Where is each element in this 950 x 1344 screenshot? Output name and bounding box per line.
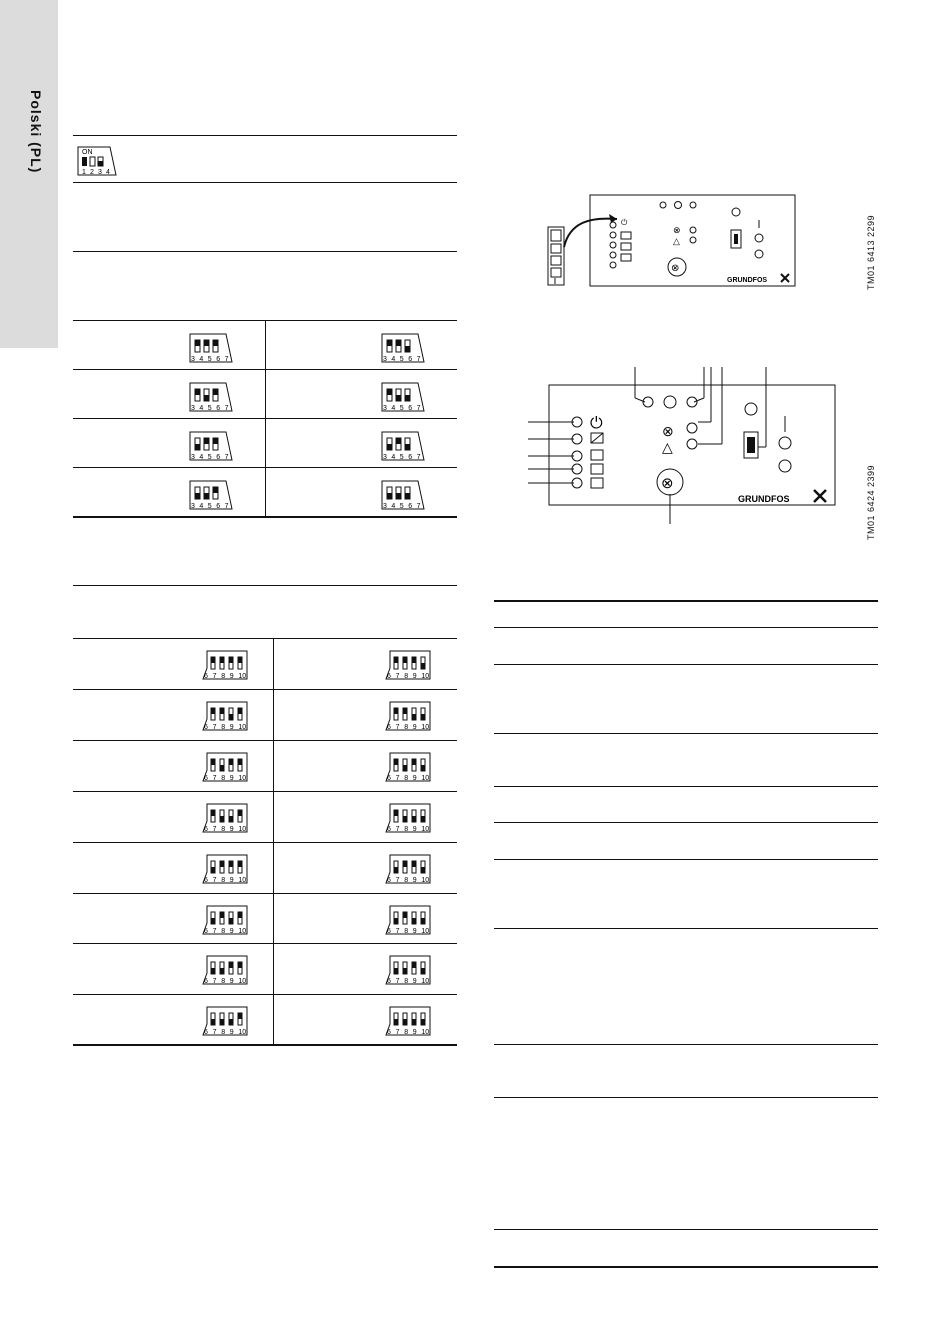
dip-switch <box>201 903 249 937</box>
svg-text:⊗: ⊗ <box>671 263 680 274</box>
table-divider <box>265 320 266 517</box>
dip-switch <box>384 699 432 733</box>
dip-number: 7 <box>224 503 229 510</box>
dip-number: 6 <box>216 454 221 461</box>
rule <box>73 791 457 792</box>
dip-switch <box>380 331 426 365</box>
dip-number: 10 <box>238 724 247 731</box>
dip-number: 7 <box>416 356 421 363</box>
dip-number: 7 <box>224 454 229 461</box>
dip-number: 8 <box>404 724 409 731</box>
dip-number: 6 <box>204 1029 208 1036</box>
dip-number: 6 <box>216 405 221 412</box>
dip-number: 10 <box>238 826 247 833</box>
dip-number: 9 <box>229 673 234 680</box>
dip-number: 9 <box>412 826 417 833</box>
svg-text:△: △ <box>662 439 673 455</box>
dip-number: 7 <box>395 877 400 884</box>
rule <box>73 1044 457 1046</box>
dip-number: 9 <box>229 826 234 833</box>
brand-logo: GRUNDFOS <box>738 494 790 504</box>
rule <box>73 994 457 995</box>
dip-number: 10 <box>238 673 247 680</box>
dip-number: 6 <box>408 405 413 412</box>
dip-number: 10 <box>238 928 247 935</box>
dip-number: 10 <box>421 673 430 680</box>
dip-number: 5 <box>207 503 212 510</box>
dip-number: 3 <box>191 356 195 363</box>
dip-number: 3 <box>191 503 195 510</box>
dip-number: 8 <box>404 1029 409 1036</box>
dip-switch <box>201 750 249 784</box>
dip-number: 7 <box>212 826 217 833</box>
rule <box>494 600 878 602</box>
dip-number: 6 <box>387 724 391 731</box>
dip-number: 9 <box>412 877 417 884</box>
dip-number: 3 <box>383 405 387 412</box>
dip-number: 6 <box>387 826 391 833</box>
dip-switch <box>201 852 249 886</box>
dip-number: 6 <box>204 978 208 985</box>
dip-number: 7 <box>224 405 229 412</box>
rule <box>73 182 457 183</box>
rule <box>494 822 878 823</box>
dip-number: 7 <box>416 405 421 412</box>
dip-number: 4 <box>199 405 204 412</box>
dip-number: 7 <box>395 724 400 731</box>
dip-number: 9 <box>412 978 417 985</box>
dip-switch <box>384 1004 432 1038</box>
dip-number: 10 <box>421 928 430 935</box>
dip-number: 7 <box>395 928 400 935</box>
figure-code: TM01 6413 2299 <box>866 214 876 290</box>
dip-number: 5 <box>207 454 212 461</box>
dip-number: 6 <box>204 877 208 884</box>
dip-number: 3 <box>98 169 102 176</box>
dip-number: 3 <box>191 405 195 412</box>
svg-text:△: △ <box>673 236 680 246</box>
rule <box>494 733 878 734</box>
dip-number: 10 <box>421 775 430 782</box>
dip-number: 6 <box>204 775 208 782</box>
dip-number: 9 <box>412 1029 417 1036</box>
dip-switch-main <box>76 145 120 177</box>
figure-code: TM01 6424 2399 <box>866 464 876 540</box>
dip-number: 6 <box>408 454 413 461</box>
dip-number: 7 <box>212 1029 217 1036</box>
dip-number: 6 <box>204 826 208 833</box>
dip-number: 6 <box>204 928 208 935</box>
svg-text:⏻: ⏻ <box>590 415 603 432</box>
dip-number: 8 <box>404 877 409 884</box>
dip-number: 8 <box>221 978 226 985</box>
dip-number: 7 <box>212 673 217 680</box>
dip-number: 6 <box>387 978 391 985</box>
dip-number: 8 <box>404 673 409 680</box>
dip-number: 1 <box>82 169 86 176</box>
language-label: Polski (PL) <box>28 90 44 174</box>
dip-number: 9 <box>229 1029 234 1036</box>
dip-number: 9 <box>229 775 234 782</box>
dip-number: 2 <box>90 169 94 176</box>
dip-switch <box>188 429 234 463</box>
dip-number: 7 <box>224 356 229 363</box>
dip-number: 5 <box>399 405 404 412</box>
dip-switch <box>188 380 234 414</box>
dip-switch <box>201 648 249 682</box>
control-panel-figure-large <box>528 362 838 527</box>
dip-number: 6 <box>204 724 208 731</box>
dip-number: 8 <box>221 877 226 884</box>
language-side-tab <box>0 0 58 348</box>
dip-number: 10 <box>421 877 430 884</box>
dip-number: 9 <box>229 978 234 985</box>
dip-number: 6 <box>387 928 391 935</box>
dip-number: 7 <box>395 673 400 680</box>
dip-number: 4 <box>199 356 204 363</box>
dip-switch <box>380 380 426 414</box>
dip-number: 7 <box>212 775 217 782</box>
dip-switch <box>188 331 234 365</box>
dip-number: 6 <box>204 673 208 680</box>
dip-number: 6 <box>216 356 221 363</box>
dip-switch <box>384 648 432 682</box>
dip-on-label: ON <box>82 149 93 156</box>
dip-number: 8 <box>404 775 409 782</box>
rule <box>73 638 457 639</box>
dip-number: 7 <box>395 826 400 833</box>
rule <box>494 928 878 929</box>
svg-text:⊗: ⊗ <box>662 423 674 439</box>
dip-number: 7 <box>416 454 421 461</box>
dip-number: 7 <box>212 978 217 985</box>
dip-number: 3 <box>383 356 387 363</box>
dip-switch <box>201 1004 249 1038</box>
table-divider <box>273 638 274 1044</box>
svg-text:⏻: ⏻ <box>621 218 628 227</box>
dip-number: 8 <box>221 826 226 833</box>
dip-number: 8 <box>221 1029 226 1036</box>
dip-number: 3 <box>191 454 195 461</box>
dip-number: 8 <box>221 775 226 782</box>
rule <box>73 740 457 741</box>
rule <box>494 1266 878 1268</box>
dip-number: 8 <box>404 978 409 985</box>
dip-number: 4 <box>391 503 396 510</box>
rule <box>73 842 457 843</box>
rule <box>73 135 457 136</box>
dip-number: 4 <box>391 405 396 412</box>
dip-number: 5 <box>399 356 404 363</box>
rule <box>73 943 457 944</box>
dip-switch <box>380 478 426 512</box>
dip-number: 4 <box>199 503 204 510</box>
dip-number: 5 <box>207 356 212 363</box>
dip-switch <box>384 750 432 784</box>
dip-switch <box>384 953 432 987</box>
rule <box>494 1097 878 1098</box>
dip-number: 9 <box>412 724 417 731</box>
dip-number: 3 <box>383 503 387 510</box>
dip-number: 7 <box>395 775 400 782</box>
dip-number: 9 <box>412 775 417 782</box>
dip-number: 8 <box>404 928 409 935</box>
dip-switch <box>188 478 234 512</box>
dip-number: 7 <box>212 877 217 884</box>
dip-number: 9 <box>229 877 234 884</box>
rule <box>494 627 878 628</box>
rule <box>494 1044 878 1045</box>
dip-number: 7 <box>212 724 217 731</box>
dip-switch <box>380 429 426 463</box>
dip-number: 10 <box>238 877 247 884</box>
dip-number: 10 <box>238 775 247 782</box>
control-panel-figure-small <box>545 192 805 292</box>
dip-number: 8 <box>221 724 226 731</box>
svg-text:⊗: ⊗ <box>661 475 674 492</box>
dip-number: 8 <box>404 826 409 833</box>
dip-switch <box>201 699 249 733</box>
dip-number: 4 <box>391 454 396 461</box>
dip-number: 5 <box>207 405 212 412</box>
dip-number: 10 <box>421 978 430 985</box>
rule <box>494 664 878 665</box>
dip-number: 6 <box>387 673 391 680</box>
dip-number: 7 <box>416 503 421 510</box>
rule <box>73 893 457 894</box>
dip-number: 5 <box>399 454 404 461</box>
dip-number: 9 <box>229 928 234 935</box>
brand-logo: GRUNDFOS <box>727 277 768 284</box>
dip-number: 9 <box>229 724 234 731</box>
rule <box>73 251 457 252</box>
dip-number: 8 <box>221 928 226 935</box>
dip-number: 6 <box>387 775 391 782</box>
dip-number: 4 <box>391 356 396 363</box>
rule <box>494 1229 878 1230</box>
dip-number: 10 <box>238 978 247 985</box>
dip-switch <box>384 903 432 937</box>
rule <box>494 859 878 860</box>
dip-number: 10 <box>421 826 430 833</box>
dip-number: 8 <box>221 673 226 680</box>
dip-number: 4 <box>106 169 110 176</box>
dip-number: 4 <box>199 454 204 461</box>
dip-number: 6 <box>408 503 413 510</box>
svg-text:⊗: ⊗ <box>673 225 681 235</box>
dip-number: 6 <box>216 503 221 510</box>
dip-number: 9 <box>412 928 417 935</box>
dip-number: 10 <box>421 724 430 731</box>
dip-number: 5 <box>399 503 404 510</box>
dip-switch <box>201 801 249 835</box>
dip-number: 6 <box>387 877 391 884</box>
dip-number: 6 <box>408 356 413 363</box>
dip-number: 7 <box>395 1029 400 1036</box>
rule <box>73 585 457 586</box>
dip-switch <box>384 852 432 886</box>
dip-number: 6 <box>387 1029 391 1036</box>
rule <box>494 786 878 787</box>
dip-number: 10 <box>238 1029 247 1036</box>
dip-number: 10 <box>421 1029 430 1036</box>
dip-number: 3 <box>383 454 387 461</box>
dip-number: 9 <box>412 673 417 680</box>
dip-number: 7 <box>212 928 217 935</box>
dip-number: 7 <box>395 978 400 985</box>
dip-switch <box>384 801 432 835</box>
rule <box>73 689 457 690</box>
dip-switch <box>201 953 249 987</box>
